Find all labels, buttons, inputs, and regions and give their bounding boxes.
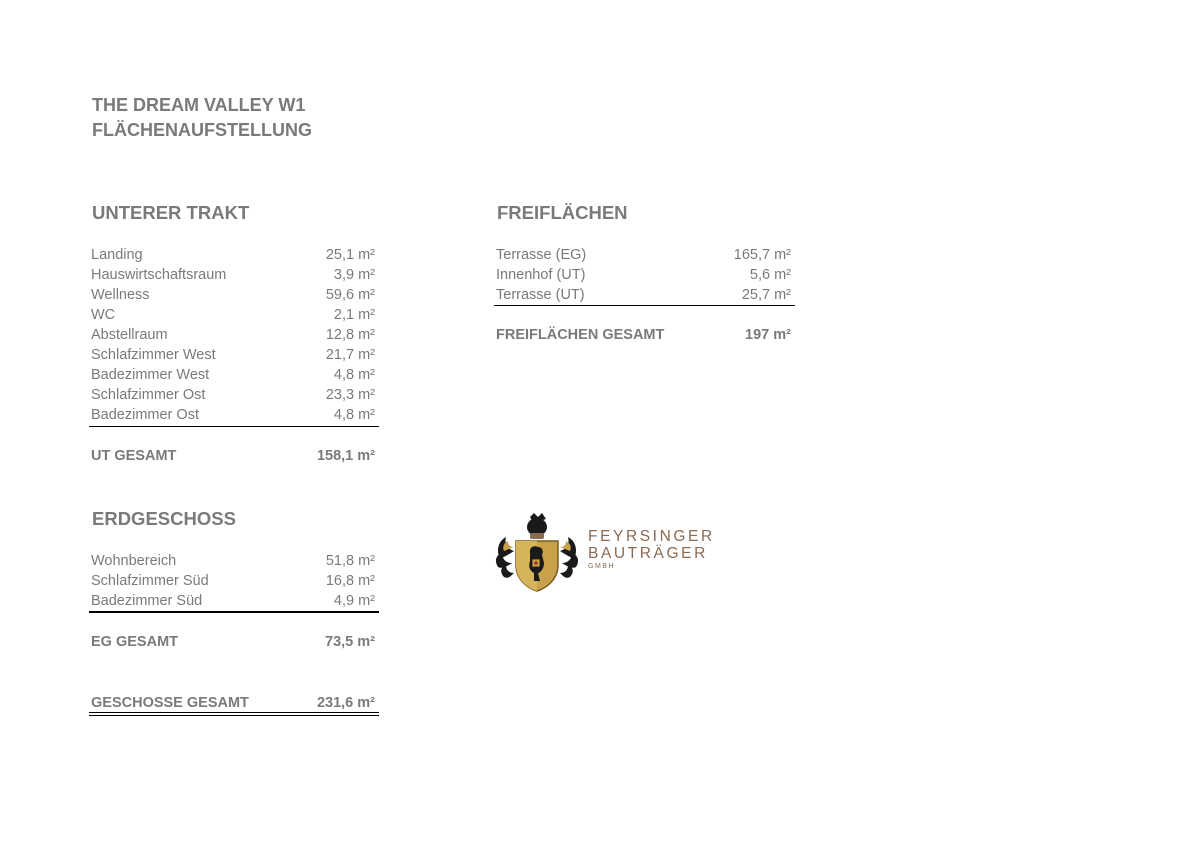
total-row-label: GESCHOSSE GESAMT [91, 695, 249, 711]
area-row-value: 5,6 m² [749, 267, 791, 283]
area-row-label: Badezimmer West [91, 367, 210, 383]
section-heading-freiflaechen: FREIFLÄCHEN [497, 202, 628, 223]
area-row [91, 345, 379, 365]
total-row-geschosse [91, 693, 379, 713]
logo-text-line2: BAUTRÄGER [588, 545, 708, 562]
area-row-label: Badezimmer Süd [91, 593, 203, 609]
area-row [91, 365, 379, 385]
area-row-label: Wellness [91, 287, 150, 303]
area-row-label: Landing [91, 247, 143, 263]
area-row-label: WC [91, 307, 116, 323]
area-row-label: Hauswirtschaftsraum [91, 267, 227, 283]
area-row-label: Schlafzimmer Ost [91, 387, 206, 403]
total-row-label: UT GESAMT [91, 448, 177, 464]
area-row-value: 25,7 m² [741, 287, 791, 303]
area-row-value: 4,8 m² [333, 407, 375, 423]
logo-text-line3: GMBH [588, 563, 615, 570]
area-row-value: 51,8 m² [325, 553, 375, 569]
area-row-value: 16,8 m² [325, 573, 375, 589]
double-rule-top [89, 712, 379, 713]
logo-text [588, 528, 715, 571]
total-row-value: 231,6 m² [316, 695, 375, 711]
area-row-label: Terrasse (UT) [496, 287, 585, 303]
document-title-line1: THE DREAM VALLEY W1 [92, 95, 306, 115]
total-row-eg [91, 632, 379, 652]
total-row-value: 197 m² [745, 327, 791, 343]
area-row [91, 385, 379, 405]
area-row-label: Wohnbereich [91, 553, 177, 569]
sum-rule [494, 305, 795, 306]
area-row-value: 165,7 m² [733, 247, 791, 263]
area-row [496, 245, 795, 265]
logo-text-line1: FEYRSINGER [588, 528, 715, 545]
area-row [91, 285, 379, 305]
total-row-label: EG GESAMT [91, 634, 179, 650]
area-row [496, 285, 795, 305]
total-row-freiflaechen [496, 325, 795, 345]
area-row-label: Badezimmer Ost [91, 407, 199, 423]
document-title-line2: FLÄCHENAUFSTELLUNG [92, 119, 312, 140]
total-row-value: 73,5 m² [325, 634, 375, 650]
document-title [92, 93, 312, 142]
area-row-value: 21,7 m² [325, 347, 375, 363]
area-row [496, 265, 795, 285]
area-row-label: Terrasse (EG) [496, 247, 587, 263]
sum-rule [89, 426, 379, 427]
area-row-value: 3,9 m² [333, 267, 375, 283]
sum-rule [89, 611, 379, 613]
area-row-label: Schlafzimmer West [91, 347, 216, 363]
company-logo [494, 511, 744, 593]
area-row-label: Schlafzimmer Süd [91, 573, 209, 589]
area-row [91, 265, 379, 285]
area-row-value: 23,3 m² [325, 387, 375, 403]
area-row-value: 2,1 m² [333, 307, 375, 323]
area-row-label: Abstellraum [91, 327, 168, 343]
area-row-value: 4,9 m² [333, 593, 375, 609]
area-row [91, 325, 379, 345]
area-row-value: 59,6 m² [325, 287, 375, 303]
area-row-label: Innenhof (UT) [496, 267, 586, 283]
section-heading-erdgeschoss: ERDGESCHOSS [92, 508, 236, 529]
area-row [91, 305, 379, 325]
double-rule-bottom [89, 715, 379, 716]
total-row-value: 158,1 m² [316, 448, 375, 464]
total-row-label: FREIFLÄCHEN GESAMT [496, 327, 665, 343]
area-row [91, 405, 379, 425]
area-row [91, 245, 379, 265]
area-row [91, 591, 379, 611]
area-row-value: 25,1 m² [325, 247, 375, 263]
area-row [91, 571, 379, 591]
area-row-value: 4,8 m² [333, 367, 375, 383]
section-heading-unterer-trakt: UNTERER TRAKT [92, 202, 250, 223]
area-row [91, 551, 379, 571]
area-row-value: 12,8 m² [325, 327, 375, 343]
coat-of-arms-icon [494, 511, 580, 593]
total-row-ut [91, 446, 379, 466]
